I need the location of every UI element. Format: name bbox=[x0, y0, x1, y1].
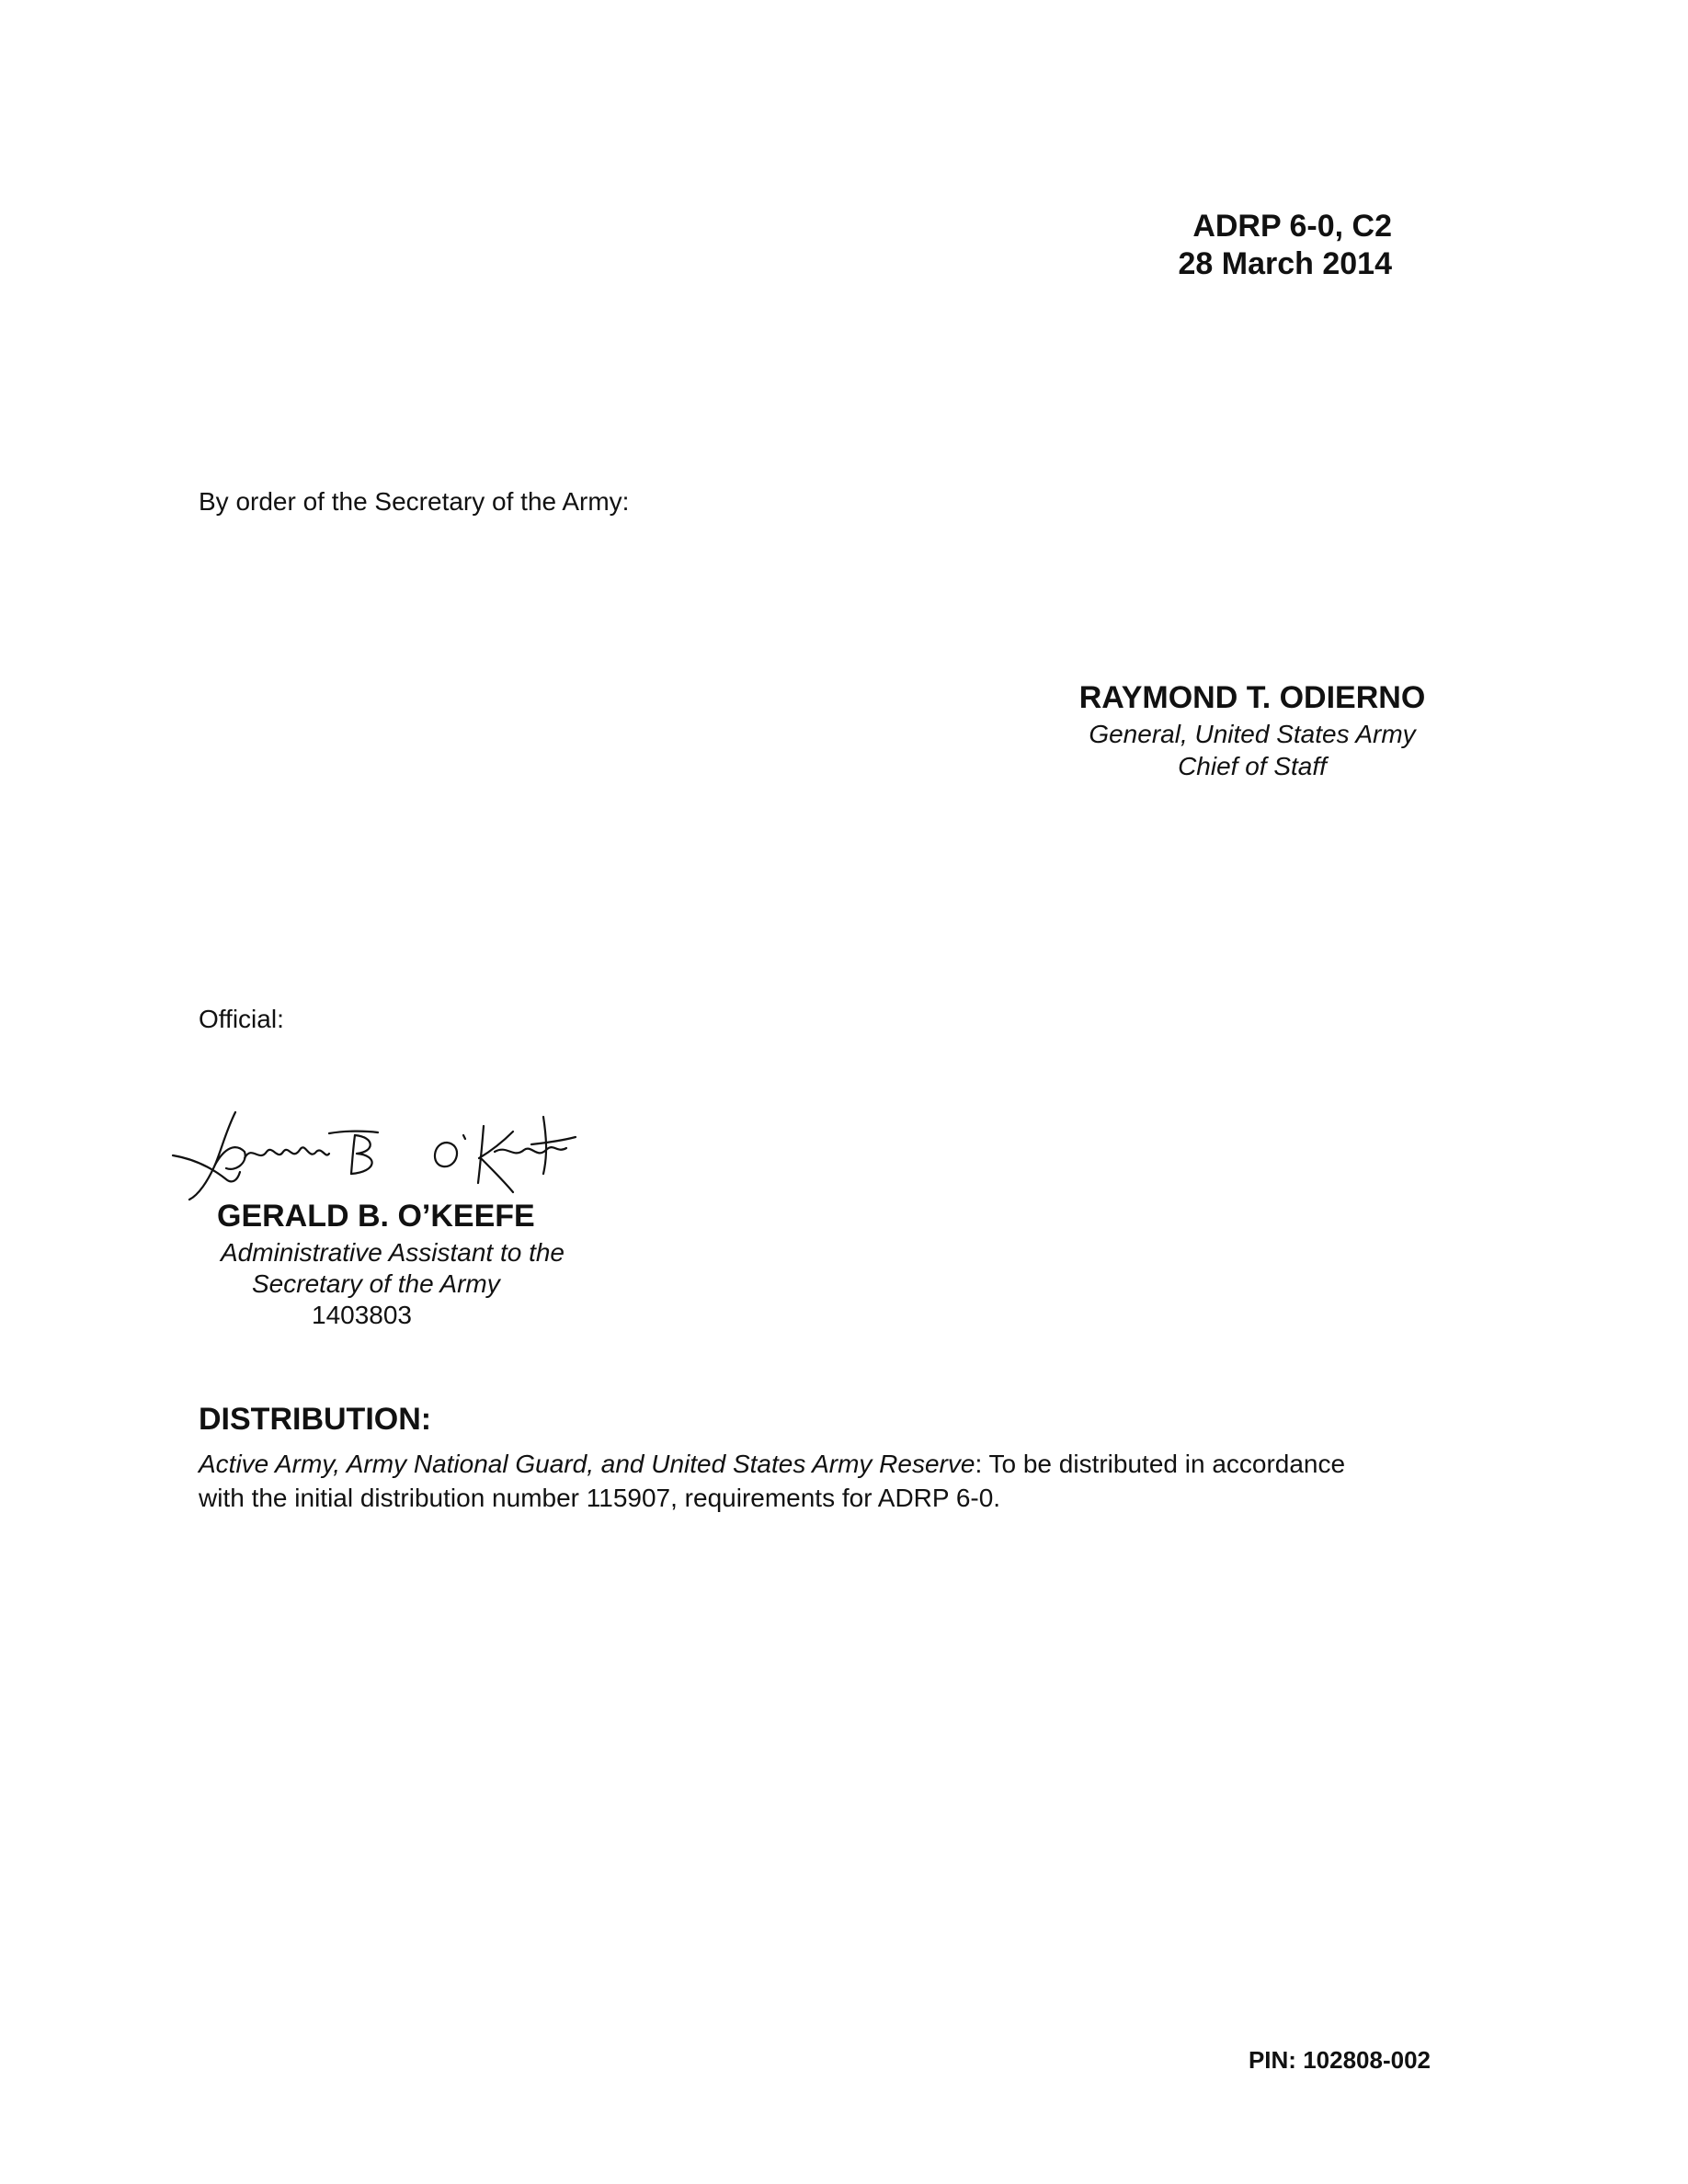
chief-title-line2: Chief of Staff bbox=[1178, 752, 1327, 780]
document-header bbox=[1179, 208, 1393, 283]
official-title-line2: Secretary of the Army bbox=[252, 1269, 500, 1298]
official-label: Official: bbox=[199, 1005, 284, 1033]
distribution-text-line1: : To be distributed in accordance bbox=[975, 1450, 1346, 1478]
official-title-line1: Administrative Assistant to the bbox=[221, 1238, 565, 1267]
distribution-heading: DISTRIBUTION: bbox=[199, 1402, 432, 1437]
distribution-recipients: Active Army, Army National Guard, and United States Army Reserve bbox=[199, 1450, 975, 1478]
chief-name: RAYMOND T. ODIERNO bbox=[1078, 680, 1426, 715]
distribution-text bbox=[199, 1447, 1486, 1515]
document-date: 28 March 2014 bbox=[1178, 246, 1392, 281]
chief-signature-block bbox=[995, 677, 1510, 782]
handwritten-signature bbox=[171, 1108, 594, 1209]
official-name: GERALD B. O’KEEFE bbox=[217, 1199, 535, 1234]
official-number: 1403803 bbox=[312, 1301, 413, 1329]
order-statement: By order of the Secretary of the Army: bbox=[199, 487, 630, 516]
pin-number: PIN: 102808-002 bbox=[1248, 2046, 1431, 2074]
distribution-text-line2: with the initial distribution number 115907, requirements for ADRP 6-0. bbox=[199, 1484, 1001, 1512]
document-id: ADRP 6-0, C2 bbox=[1192, 209, 1392, 244]
chief-title-line1: General, United States Army bbox=[1089, 720, 1416, 748]
